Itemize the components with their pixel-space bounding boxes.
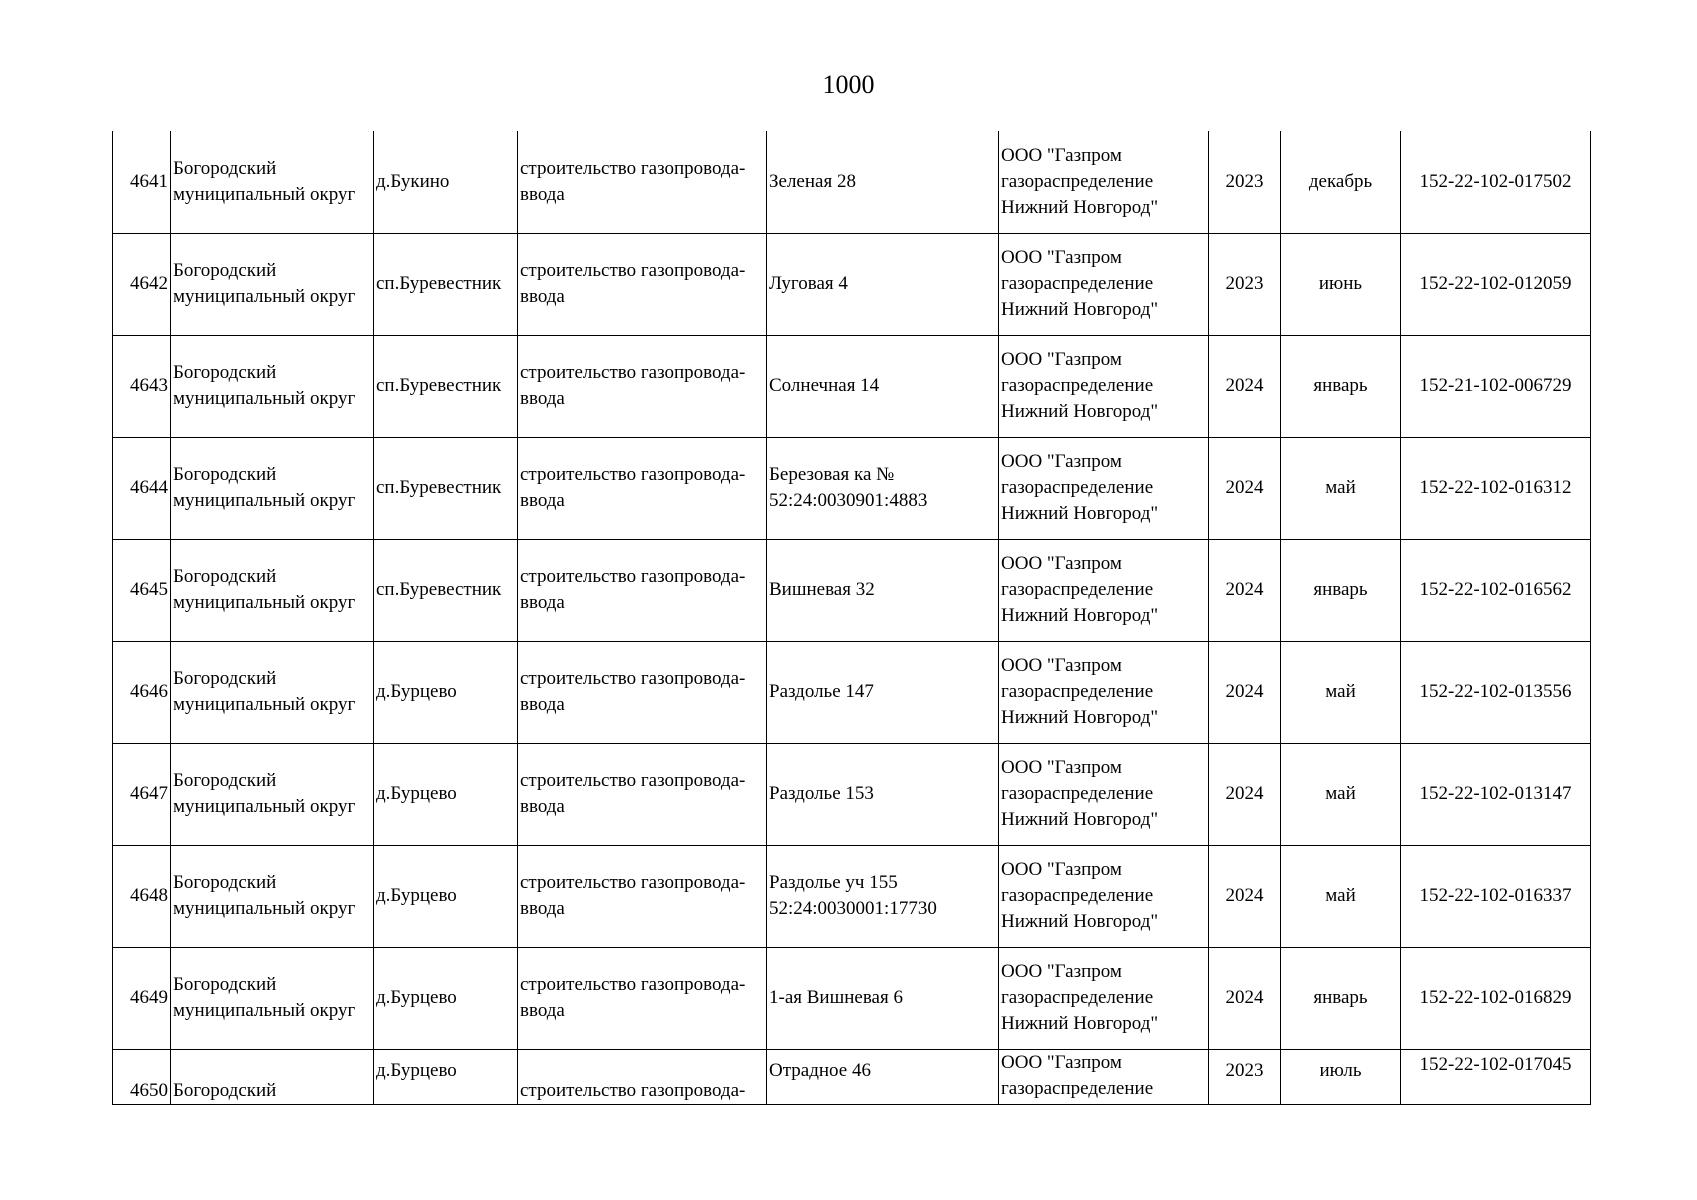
- work-type-cell-line: строительство газопровода-: [520, 157, 746, 179]
- address-cell-line: Раздолье 147: [769, 681, 874, 702]
- address-cell-line: Зеленая 28: [769, 170, 856, 192]
- district-cell-line: муниципальный округ: [173, 286, 356, 307]
- organization-cell-line: ООО "Газпром: [1001, 451, 1122, 472]
- month-cell: январь: [1281, 335, 1401, 437]
- table-row: [113, 947, 1591, 1049]
- district-cell: [171, 1049, 374, 1104]
- address-cell: [767, 641, 999, 743]
- work-type-cell-line: ввода: [520, 490, 565, 511]
- address-cell-line: 1-ая Вишневая 6: [769, 987, 903, 1008]
- organization-cell: [999, 131, 1209, 233]
- organization-cell-line: ООО "Газпром: [1001, 757, 1122, 778]
- code-cell: 152-22-102-013556: [1401, 641, 1591, 743]
- work-type-cell-line: строительство газопровода-: [520, 770, 746, 791]
- year-cell: 2023: [1209, 1049, 1281, 1104]
- registry-table: [112, 131, 1591, 1105]
- work-type-cell-line: строительство газопровода-: [520, 260, 746, 281]
- work-type-cell-line: ввода: [520, 898, 565, 919]
- organization-cell-line: Нижний Новгород": [1001, 809, 1159, 830]
- organization-cell: [999, 845, 1209, 947]
- year-cell: 2024: [1209, 641, 1281, 743]
- code-cell: 152-22-102-016337: [1401, 845, 1591, 947]
- settlement-cell: сп.Буревестник: [374, 437, 518, 539]
- settlement-cell: д.Бурцево: [374, 641, 518, 743]
- organization-cell: [999, 233, 1209, 335]
- organization-cell-line: Нижний Новгород": [1001, 503, 1159, 524]
- district-cell-line: муниципальный округ: [173, 183, 356, 205]
- district-cell: [171, 539, 374, 641]
- organization-cell: [999, 539, 1209, 641]
- organization-cell: [999, 743, 1209, 845]
- settlement-cell: д.Бурцево: [374, 1049, 518, 1104]
- district-cell: [171, 743, 374, 845]
- organization-cell-line: газораспределение: [1001, 375, 1154, 396]
- address-cell-line: 52:24:0030001:17730: [769, 898, 937, 919]
- district-cell: [171, 947, 374, 1049]
- district-cell-line: Богородский: [173, 464, 277, 485]
- organization-cell-line: ООО "Газпром: [1001, 144, 1122, 166]
- work-type-cell-line: строительство газопровода-: [520, 362, 746, 383]
- month-cell: декабрь: [1281, 131, 1401, 233]
- organization-cell-line: газораспределение: [1001, 783, 1154, 804]
- code-cell: 152-22-102-016562: [1401, 539, 1591, 641]
- work-type-cell-line: ввода: [520, 592, 565, 613]
- code-cell: 152-22-102-017045: [1401, 1049, 1591, 1104]
- organization-cell-line: газораспределение: [1001, 987, 1154, 1008]
- organization-cell-line: ООО "Газпром: [1001, 247, 1122, 268]
- district-cell: [171, 335, 374, 437]
- code-cell: 152-22-102-017502: [1401, 131, 1591, 233]
- organization-cell-line: Нижний Новгород": [1001, 401, 1159, 422]
- address-cell-line: Березовая ка №: [769, 464, 895, 485]
- district-cell: [171, 845, 374, 947]
- month-cell: май: [1281, 743, 1401, 845]
- year-cell: 2024: [1209, 743, 1281, 845]
- district-cell-line: Богородский: [173, 157, 277, 179]
- district-cell-line: Богородский: [173, 770, 277, 791]
- district-cell-line: муниципальный округ: [173, 898, 356, 919]
- year-cell: 2024: [1209, 947, 1281, 1049]
- address-cell: [767, 131, 999, 233]
- year-cell: 2023: [1209, 233, 1281, 335]
- address-cell: [767, 1049, 999, 1104]
- table-row: [113, 437, 1591, 539]
- address-cell-line: Отрадное 46: [769, 1059, 871, 1081]
- row-number: 4643: [113, 335, 171, 437]
- work-type-cell: [518, 845, 767, 947]
- district-cell: [171, 233, 374, 335]
- address-cell: [767, 743, 999, 845]
- work-type-cell-line: строительство газопровода-: [520, 566, 746, 587]
- code-cell: 152-22-102-016829: [1401, 947, 1591, 1049]
- organization-cell-line: Нижний Новгород": [1001, 911, 1159, 932]
- table-row: [113, 1049, 1591, 1104]
- month-cell: январь: [1281, 539, 1401, 641]
- code-cell: 152-22-102-012059: [1401, 233, 1591, 335]
- table-row: [113, 743, 1591, 845]
- district-cell-line: муниципальный округ: [173, 694, 356, 715]
- work-type-cell-line: строительство газопровода-: [520, 668, 746, 689]
- district-cell-line: муниципальный округ: [173, 388, 356, 409]
- work-type-cell-line: ввода: [520, 1000, 565, 1021]
- organization-cell-line: газораспределение: [1001, 477, 1154, 498]
- district-cell-line: Богородский: [173, 872, 277, 893]
- district-cell-line: Богородский: [173, 974, 277, 995]
- district-cell: [171, 641, 374, 743]
- district-cell-line: муниципальный округ: [173, 490, 356, 511]
- month-cell: июль: [1281, 1049, 1401, 1104]
- work-type-cell-line: ввода: [520, 286, 565, 307]
- organization-cell-line: ООО "Газпром: [1001, 553, 1122, 574]
- organization-cell-line: Нижний Новгород": [1001, 605, 1159, 626]
- row-number: 4644: [113, 437, 171, 539]
- work-type-cell-line: ввода: [520, 388, 565, 409]
- month-cell: май: [1281, 845, 1401, 947]
- row-number: 4642: [113, 233, 171, 335]
- year-cell: 2023: [1209, 131, 1281, 233]
- row-number: 4645: [113, 539, 171, 641]
- row-number: 4641: [113, 131, 171, 233]
- month-cell: январь: [1281, 947, 1401, 1049]
- settlement-cell: д.Бурцево: [374, 743, 518, 845]
- code-cell: 152-22-102-013147: [1401, 743, 1591, 845]
- address-cell-line: Солнечная 14: [769, 375, 880, 396]
- code-cell: 152-22-102-016312: [1401, 437, 1591, 539]
- organization-cell-line: ООО "Газпром: [1001, 1051, 1122, 1073]
- organization-cell: [999, 437, 1209, 539]
- row-number: 4649: [113, 947, 171, 1049]
- address-cell-line: Вишневая 32: [769, 579, 875, 600]
- work-type-cell: [518, 233, 767, 335]
- settlement-cell: д.Бурцево: [374, 845, 518, 947]
- organization-cell-line: ООО "Газпром: [1001, 349, 1122, 370]
- address-cell: [767, 335, 999, 437]
- address-cell: [767, 233, 999, 335]
- address-cell-line: Раздолье 153: [769, 783, 874, 804]
- row-number: 4650: [113, 1049, 171, 1104]
- table-row: [113, 539, 1591, 641]
- organization-cell-line: ООО "Газпром: [1001, 961, 1122, 982]
- organization-cell-line: газораспределение: [1001, 1077, 1154, 1099]
- organization-cell: [999, 947, 1209, 1049]
- table-row: [113, 641, 1591, 743]
- work-type-cell: [518, 947, 767, 1049]
- district-cell: [171, 437, 374, 539]
- work-type-cell: [518, 1049, 767, 1104]
- row-number: 4646: [113, 641, 171, 743]
- address-cell: [767, 947, 999, 1049]
- year-cell: 2024: [1209, 845, 1281, 947]
- district-cell-line: Богородский: [173, 668, 277, 689]
- organization-cell-line: газораспределение: [1001, 170, 1154, 192]
- work-type-cell: [518, 335, 767, 437]
- settlement-cell: сп.Буревестник: [374, 335, 518, 437]
- district-cell-line: Богородский: [173, 362, 277, 383]
- work-type-cell-line: строительство газопровода-: [520, 974, 746, 995]
- organization-cell-line: Нижний Новгород": [1001, 196, 1159, 218]
- address-cell-line: Луговая 4: [769, 273, 848, 294]
- settlement-cell: сп.Буревестник: [374, 539, 518, 641]
- organization-cell: [999, 1049, 1209, 1104]
- organization-cell-line: ООО "Газпром: [1001, 655, 1122, 676]
- address-cell: [767, 845, 999, 947]
- code-cell: 152-21-102-006729: [1401, 335, 1591, 437]
- year-cell: 2024: [1209, 539, 1281, 641]
- month-cell: июнь: [1281, 233, 1401, 335]
- row-number: 4647: [113, 743, 171, 845]
- organization-cell: [999, 641, 1209, 743]
- settlement-cell: д.Бурцево: [374, 947, 518, 1049]
- month-cell: май: [1281, 437, 1401, 539]
- work-type-cell-line: строительство газопровода-: [520, 1079, 746, 1101]
- organization-cell-line: газораспределение: [1001, 681, 1154, 702]
- page-number: 1000: [822, 70, 875, 99]
- work-type-cell: [518, 743, 767, 845]
- work-type-cell: [518, 131, 767, 233]
- work-type-cell: [518, 437, 767, 539]
- address-cell: [767, 539, 999, 641]
- work-type-cell-line: ввода: [520, 796, 565, 817]
- year-cell: 2024: [1209, 335, 1281, 437]
- work-type-cell: [518, 641, 767, 743]
- table-row: [113, 131, 1591, 233]
- district-cell-line: муниципальный округ: [173, 592, 356, 613]
- district-cell-line: Богородский: [173, 260, 277, 281]
- month-cell: май: [1281, 641, 1401, 743]
- settlement-cell: сп.Буревестник: [374, 233, 518, 335]
- table-body: [113, 131, 1591, 1104]
- organization-cell-line: газораспределение: [1001, 579, 1154, 600]
- address-cell: [767, 437, 999, 539]
- work-type-cell: [518, 539, 767, 641]
- organization-cell-line: Нижний Новгород": [1001, 707, 1159, 728]
- table-row: [113, 335, 1591, 437]
- year-cell: 2024: [1209, 437, 1281, 539]
- district-cell-line: Богородский: [173, 1079, 277, 1101]
- organization-cell-line: ООО "Газпром: [1001, 859, 1122, 880]
- address-cell-line: Раздолье уч 155: [769, 872, 898, 893]
- table-row: [113, 233, 1591, 335]
- district-cell-line: Богородский: [173, 566, 277, 587]
- settlement-cell: д.Букино: [374, 131, 518, 233]
- organization-cell-line: Нижний Новгород": [1001, 1013, 1159, 1034]
- district-cell: [171, 131, 374, 233]
- work-type-cell-line: ввода: [520, 694, 565, 715]
- organization-cell-line: газораспределение: [1001, 885, 1154, 906]
- work-type-cell-line: строительство газопровода-: [520, 464, 746, 485]
- organization-cell-line: Нижний Новгород": [1001, 299, 1159, 320]
- organization-cell: [999, 335, 1209, 437]
- district-cell-line: муниципальный округ: [173, 1000, 356, 1021]
- district-cell-line: муниципальный округ: [173, 796, 356, 817]
- address-cell-line: 52:24:0030901:4883: [769, 490, 928, 511]
- work-type-cell-line: ввода: [520, 183, 565, 205]
- table-row: [113, 845, 1591, 947]
- work-type-cell-line: строительство газопровода-: [520, 872, 746, 893]
- organization-cell-line: газораспределение: [1001, 273, 1154, 294]
- row-number: 4648: [113, 845, 171, 947]
